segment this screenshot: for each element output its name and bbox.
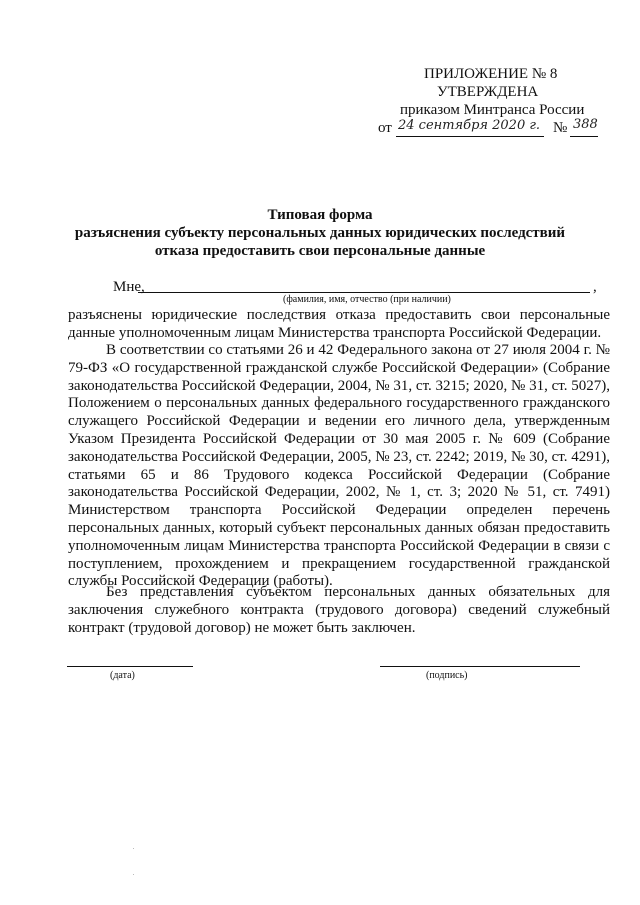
body-line-1: разъяснены юридические последствия отказа предоставить свои персональные bbox=[68, 307, 610, 323]
handwritten-date: 24 сентября 2020 г. bbox=[398, 118, 541, 133]
signature-caption: (подпись) bbox=[426, 670, 468, 681]
date-signature-line bbox=[67, 666, 193, 667]
signature-line bbox=[380, 666, 580, 667]
title-line-2: разъяснения субъекту персональных данных юридических последствий bbox=[74, 225, 566, 241]
paragraph-consequences: Без представления субъектом персональных данных обязательных для заключения служебного контракта (трудового договора) сведений служебный контракт (трудовой договор) не может быть заключен. bbox=[68, 584, 610, 636]
number-prefix: № bbox=[553, 120, 568, 136]
date-prefix: от bbox=[378, 120, 392, 136]
date-caption: (дата) bbox=[110, 670, 135, 681]
paragraph-legal-basis: В соответствии со статьями 26 и 42 Федерального закона от 27 июля 2004 г. № 79-ФЗ «О государственной гражданской службе Российской Федерации» (Собрание законодательства Российской Федерации, 2004, № 31, ст. 3215; 2020, № 31, ст. 5027), Положением о персональных данных федерального государственного гражданского служащего Российской Федерации и ведении его личного дела, утвержденным Указом Президента Российской Федерации от 30 мая 2005 г. № 609 (Собрание законодательства Российской Федерации, 2005, № 23, ст. 2242; 2019, № 30, ст. 4291), статьями 65 и 86 Трудового кодекса Российской Федерации (Собрание законодательства Российской Федерации, 2002, № 1, ст. 3; 2020 № 51, ст. 7491) Министерством транспорта Российской Федерации определен перечень персональных данных, который субъект персональных данных обязан предоставить уполномоченным лицам Министерства транспорта Российской Федерации в связи с поступлением, прохождением и прекращением государственной гражданской службы Российской Федерации (работы). bbox=[68, 342, 610, 590]
handwritten-number: 388 bbox=[573, 117, 598, 132]
field-suffix: , bbox=[593, 279, 597, 295]
number-underline bbox=[570, 136, 598, 137]
scan-speck bbox=[133, 848, 134, 849]
title-line-1: Типовая форма bbox=[267, 207, 373, 223]
scan-speck bbox=[133, 874, 134, 875]
appendix-label: ПРИЛОЖЕНИЕ № 8 bbox=[424, 66, 558, 82]
title-line-3: отказа предоставить свои персональные данные bbox=[154, 243, 486, 259]
body-line-2: данные уполномоченным лицам Министерства транспорта Российской Федерации. bbox=[68, 325, 602, 341]
date-underline bbox=[396, 136, 544, 137]
name-field-caption: (фамилия, имя, отчество (при наличии) bbox=[283, 294, 451, 305]
name-field-line bbox=[138, 292, 590, 293]
approved-label: УТВЕРЖДЕНА bbox=[437, 84, 539, 100]
field-prefix: Мне, bbox=[113, 279, 145, 295]
order-label: приказом Минтранса России bbox=[400, 102, 585, 118]
